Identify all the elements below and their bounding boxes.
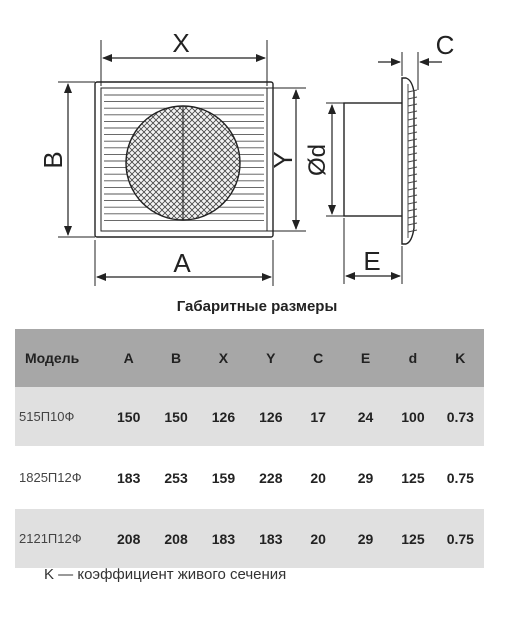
cell-c: 20	[310, 530, 326, 547]
header-d: d	[408, 350, 418, 366]
cell-e: 24	[357, 408, 374, 425]
cell-c: 20	[310, 469, 326, 486]
cell-k: 0.75	[446, 469, 474, 486]
header-x: X	[218, 350, 229, 366]
dim-label-d: Ød	[304, 143, 331, 177]
cell-model: 2121П12Ф	[19, 531, 82, 546]
dim-label-e: E	[363, 246, 381, 276]
cell-y: 183	[259, 530, 283, 547]
technical-drawing	[0, 0, 514, 300]
cell-x: 159	[211, 469, 236, 486]
section-caption: Габаритные размеры	[176, 298, 338, 315]
dimension-c	[378, 30, 454, 90]
cell-k: 0.75	[446, 530, 474, 547]
cell-x: 183	[211, 530, 236, 547]
cell-a: 150	[117, 408, 141, 425]
dim-label-a: A	[173, 248, 191, 278]
dimension-a	[95, 240, 273, 286]
dim-label-x: X	[172, 28, 190, 58]
cell-model: 515П10Ф	[19, 409, 75, 424]
cell-c: 17	[310, 408, 326, 425]
cell-e: 29	[357, 530, 374, 547]
cell-k: 0.73	[446, 408, 474, 425]
cell-b: 208	[164, 530, 188, 547]
cell-e: 29	[357, 469, 374, 486]
grille-side-view	[344, 78, 417, 244]
dimension-b	[38, 82, 95, 237]
header-model: Модель	[25, 350, 80, 366]
footnote: K — коэффициент живого сечения	[44, 566, 287, 583]
header-k: K	[455, 350, 466, 366]
dimensions-table	[15, 329, 484, 568]
dimension-d	[304, 103, 344, 216]
cell-b: 150	[164, 408, 188, 425]
table-header-row	[15, 329, 484, 387]
cell-d: 125	[401, 469, 425, 486]
header-e: E	[360, 350, 371, 366]
table-row	[15, 446, 484, 509]
cell-d: 125	[401, 530, 425, 547]
dim-label-c: C	[435, 30, 455, 60]
table-row	[15, 387, 484, 446]
header-y: Y	[266, 350, 276, 366]
header-a: A	[123, 350, 134, 366]
cell-a: 183	[117, 469, 141, 486]
cell-y: 228	[259, 469, 283, 486]
dimension-e	[344, 218, 402, 284]
dim-label-b: B	[38, 151, 68, 169]
dim-label-y: Y	[268, 151, 298, 169]
cell-b: 253	[164, 469, 188, 486]
dimension-x	[101, 28, 267, 86]
header-b: B	[171, 350, 182, 366]
grille-front-view	[95, 82, 273, 237]
cell-a: 208	[117, 530, 141, 547]
cell-d: 100	[401, 408, 425, 425]
cell-model: 1825П12Ф	[19, 470, 82, 485]
cell-x: 126	[211, 408, 236, 425]
table-row	[15, 509, 484, 568]
header-c: C	[313, 350, 324, 366]
cell-y: 126	[259, 408, 283, 425]
